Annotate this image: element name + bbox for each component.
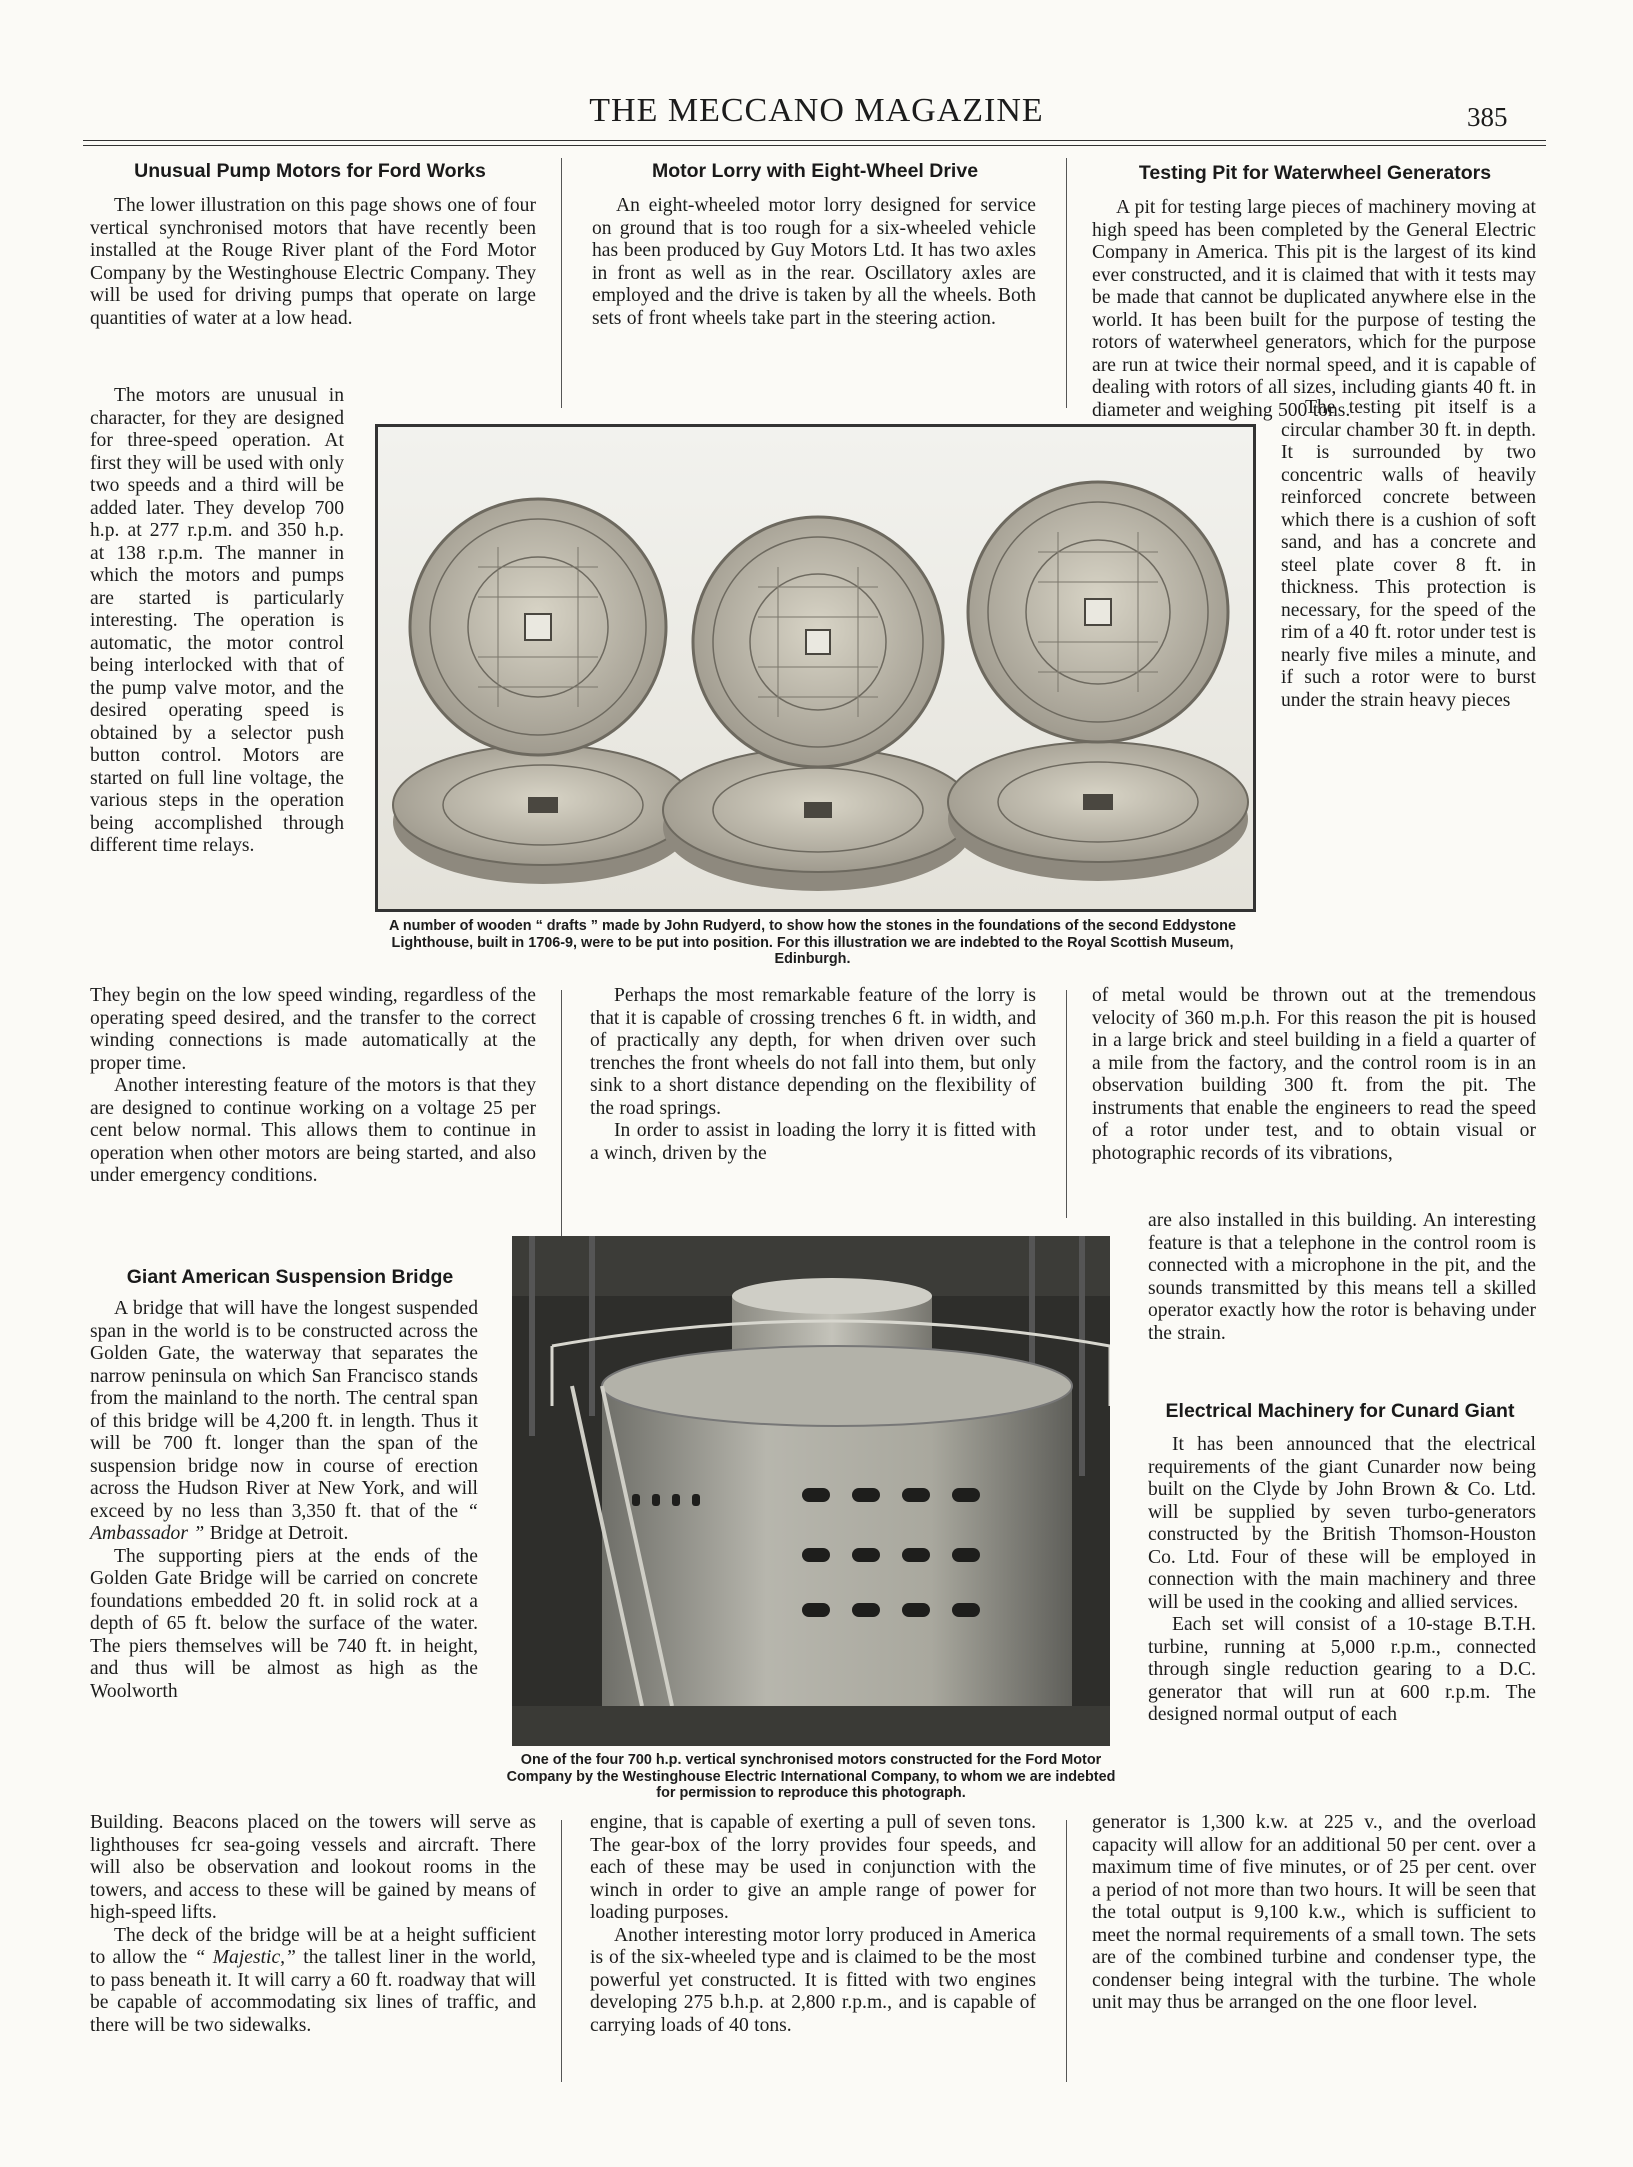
heading-testing-pit: Testing Pit for Waterwheel Generators	[1138, 162, 1492, 184]
paragraph: generator is 1,300 k.w. at 225 v., and the overload capacity will allow for an additional 50 per cent. over a maximum time of five minutes, or of 25 per cent. over a period of not more than two hours. It will be seen that the total output is 9,100 k.w., which is sufficient to meet the normal requirements of a small town. The sets are of the combined turbine and condenser type, the condenser being integral with the turbine. The whole unit may thus be arranged on the one floor level.	[1092, 1812, 1536, 2013]
paragraph: The deck of the bridge will be at a height sufficient to allow the “ Majestic,” the tallest liner in the world, to pass beneath it. It will carry a 60 ft. roadway that will be capable of accommodating six lines of traffic, and there will be two sidewalks.	[90, 1924, 537, 2036]
paragraph: It has been announced that the electrical requirements of the giant Cunarder now being built on the Clyde by John Brown & Co. Ltd. will be supplied by seven turbo-generators constructed by the British Thomson-Houston Co. Ltd. Four of these will be employed in connection with the main machinery and three will be used in the cooking and allied services.	[1148, 1434, 1536, 1613]
heading-suspension-bridge: Giant American Suspension Bridge	[126, 1266, 454, 1288]
eddystone-drafts-illustration	[378, 427, 1253, 909]
column-divider-1-mid	[561, 990, 562, 1238]
column-divider-2-top	[1066, 158, 1067, 408]
pump-motors-continued	[90, 985, 536, 1188]
paragraph: A bridge that will have the longest suspended span in the world is to be constructed across the Golden Gate, the waterway that separates the narrow peninsula on which San Francisco stands from the mainland to the north. The central span of this bridge will be 4,200 ft. in length. Thus it will be 700 ft. longer than the span of the suspension bridge now in course of erection across the Hudson River at New York, and will exceed by no less than 3,350 ft. that of the “ Ambassador ” Bridge at Detroit.	[90, 1298, 478, 1544]
paragraph: Another interesting feature of the motors is that they are designed to continue working on a voltage 25 per cent below normal. This allows them to continue in operation when other motors are being started, and also under emergency conditions.	[90, 1075, 536, 1186]
bridge-text-narrow	[90, 1298, 478, 1703]
lorry-intro	[592, 195, 1036, 330]
paragraph: are also installed in this building. An interesting feature is that a telephone in the control room is connected with a microphone in the pit, and the sounds transmitted by this means tell a skilled operator exactly how the rotor is behaving under the strain.	[1148, 1210, 1536, 1344]
page-number: 385	[1467, 102, 1508, 132]
heading-motor-lorry: Motor Lorry with Eight-Wheel Drive	[651, 160, 979, 182]
testing-pit-narrow-bottom	[1148, 1210, 1536, 1345]
ship-name-ambassador: “ Ambassador ”	[90, 1500, 478, 1544]
paragraph: engine, that is capable of exerting a pull of seven tons. The gear-box of the lorry provides four speeds, and each of these may be used in conjunction with the winch in order to give an ample range of power for loading purposes.	[590, 1812, 1036, 1923]
lorry-text-middle	[590, 985, 1036, 1165]
paragraph: The lower illustration on this page shows one of four vertical synchronised motors that have recently been installed at the Rouge River plant of the Ford Motor Company by the Westinghouse Electric Company. They will be used for driving pumps that operate on large quantities of water at a low head.	[90, 195, 536, 329]
paragraph: The supporting piers at the ends of the Golden Gate Bridge will be carried on concrete foundations embedded 20 ft. in solid rock at a depth of 65 ft. below the surface of the water. The piers themselves will be 740 ft. in height, and thus will be almost as high as the Woolworth	[90, 1545, 478, 1702]
pump-motors-intro	[90, 195, 536, 330]
paragraph: They begin on the low speed winding, regardless of the operating speed desired, and the transfer to the correct winding connections is made automatically at the proper time.	[90, 985, 536, 1074]
header-rule	[83, 140, 1546, 141]
column-divider-1-bottom	[561, 1820, 562, 2082]
bridge-text-continued	[90, 1812, 536, 2037]
synchronised-motor-caption: One of the four 700 h.p. vertical synchronised motors constructed for the Ford Motor Company by the Westinghouse Electric International Company, to whom we are indebted for permission to reproduce this photograph.	[506, 1752, 1116, 1801]
paragraph: Another interesting motor lorry produced in America is of the six-wheeled type and is claimed to be the most powerful yet constructed. It is fitted with two engines developing 275 b.h.p. at 2,800 r.p.m., and is capable of carrying loads of 40 tons.	[590, 1924, 1036, 2036]
heading-pump-motors: Unusual Pump Motors for Ford Works	[134, 160, 486, 182]
paragraph: Each set will consist of a 10-stage B.T.H. turbine, running at 5,000 r.p.m., connected through single reduction gearing to a D.C. generator that will run at 600 r.p.m. The designed normal output of each	[1148, 1614, 1536, 1725]
testing-pit-continued	[1092, 985, 1536, 1165]
header-rule-2	[83, 145, 1546, 146]
paragraph: of metal would be thrown out at the tremendous velocity of 360 m.p.h. For this reason the pit is housed in a large brick and steel building in a field a quarter of a mile from the factory, and the control room is in an observation building 300 ft. from the pit. The instruments that enable the engineers to read the speed of a rotor under test, and to obtain visual or photographic records of its vibrations,	[1092, 985, 1536, 1164]
paragraph: The motors are unusual in character, for they are designed for three-speed operation. At first they will be used with only two speeds and a third will be added later. They develop 700 h.p. at 277 r.p.m. and 350 h.p. at 138 r.p.m. The manner in which the motors and pumps are started is particularly interesting. The operation is automatic, the motor control being interlocked with that of the pump valve motor, and the desired operating speed is obtained by a selector push button control. Motors are started on full line voltage, the various steps in the operation being accomplished through different time relays.	[90, 385, 344, 856]
paragraph: The testing pit itself is a circular chamber 30 ft. in depth. It is surrounded by two concentric walls of heavily reinforced concrete between which there is a cushion of soft sand, and has a concrete and steel plate cover 8 ft. in thickness. This protection is necessary, for the speed of the rim of a 40 ft. rotor under test is nearly five miles a minute, and if such a rotor were to burst under the strain heavy pieces	[1281, 397, 1536, 711]
paragraph: An eight-wheeled motor lorry designed for service on ground that is too rough for a six-wheeled vehicle has been produced by Guy Motors Ltd. It has two axles in front as well as in the rear. Oscillatory axles are employed and the drive is taken by all the wheels. Both sets of front wheels take part in the steering action.	[592, 195, 1036, 329]
pump-motors-narrow-column	[90, 385, 344, 858]
paragraph: Perhaps the most remarkable feature of the lorry is that it is capable of crossing trenches 6 ft. in width, and of practically any depth, for when driven over such trenches the front wheels do not fall into them, but only sink to a short distance depending on the flexibility of the road springs.	[590, 985, 1036, 1119]
column-divider-2-bottom	[1066, 1820, 1067, 2082]
eddystone-drafts-photo	[375, 424, 1256, 912]
ship-name-majestic: “ Majestic,”	[194, 1947, 296, 1968]
synchronised-motor-illustration	[512, 1236, 1110, 1746]
synchronised-motor-photo	[512, 1236, 1110, 1746]
column-divider-2-mid	[1066, 990, 1067, 1218]
draft-disc-group-right	[948, 482, 1248, 881]
paragraph: In order to assist in loading the lorry it is fitted with a winch, driven by the	[590, 1120, 1036, 1164]
testing-pit-wrap-text	[1281, 397, 1536, 712]
cunard-text-continued	[1092, 1812, 1536, 2015]
eddystone-drafts-caption: A number of wooden “ drafts ” made by John Rudyerd, to show how the stones in the foundations of the second Eddystone Lighthouse, built in 1706-9, were to be put into position. For this illustration we are indebted to the Royal Scottish Museum, Edinburgh.	[389, 918, 1236, 967]
column-divider-1-top	[561, 158, 562, 408]
lorry-text-bottom	[590, 1812, 1036, 2037]
paragraph: A pit for testing large pieces of machinery moving at high speed has been completed by the General Electric Company in America. This pit is the largest of its kind ever constructed, and it is claimed that with it tests may be made that cannot be duplicated anywhere else in the world. It has been built for the purpose of testing the rotors of waterwheel generators, which for the purpose are run at twice their normal speed, and it is capable of dealing with rotors of all sizes, including giants 40 ft. in diameter and weighing 500 tons.	[1092, 197, 1536, 421]
magazine-title: THE MECCANO MAGAZINE	[589, 92, 1044, 129]
paragraph: Building. Beacons placed on the towers will serve as lighthouses fcr sea-going vessels and aircraft. There will also be observation and lookout rooms in the towers, and access to these will be gained by means of high-speed lifts.	[90, 1812, 536, 1923]
cunard-text-narrow	[1148, 1434, 1536, 1727]
heading-cunard-machinery: Electrical Machinery for Cunard Giant	[1165, 1400, 1515, 1422]
testing-pit-intro	[1092, 197, 1536, 422]
